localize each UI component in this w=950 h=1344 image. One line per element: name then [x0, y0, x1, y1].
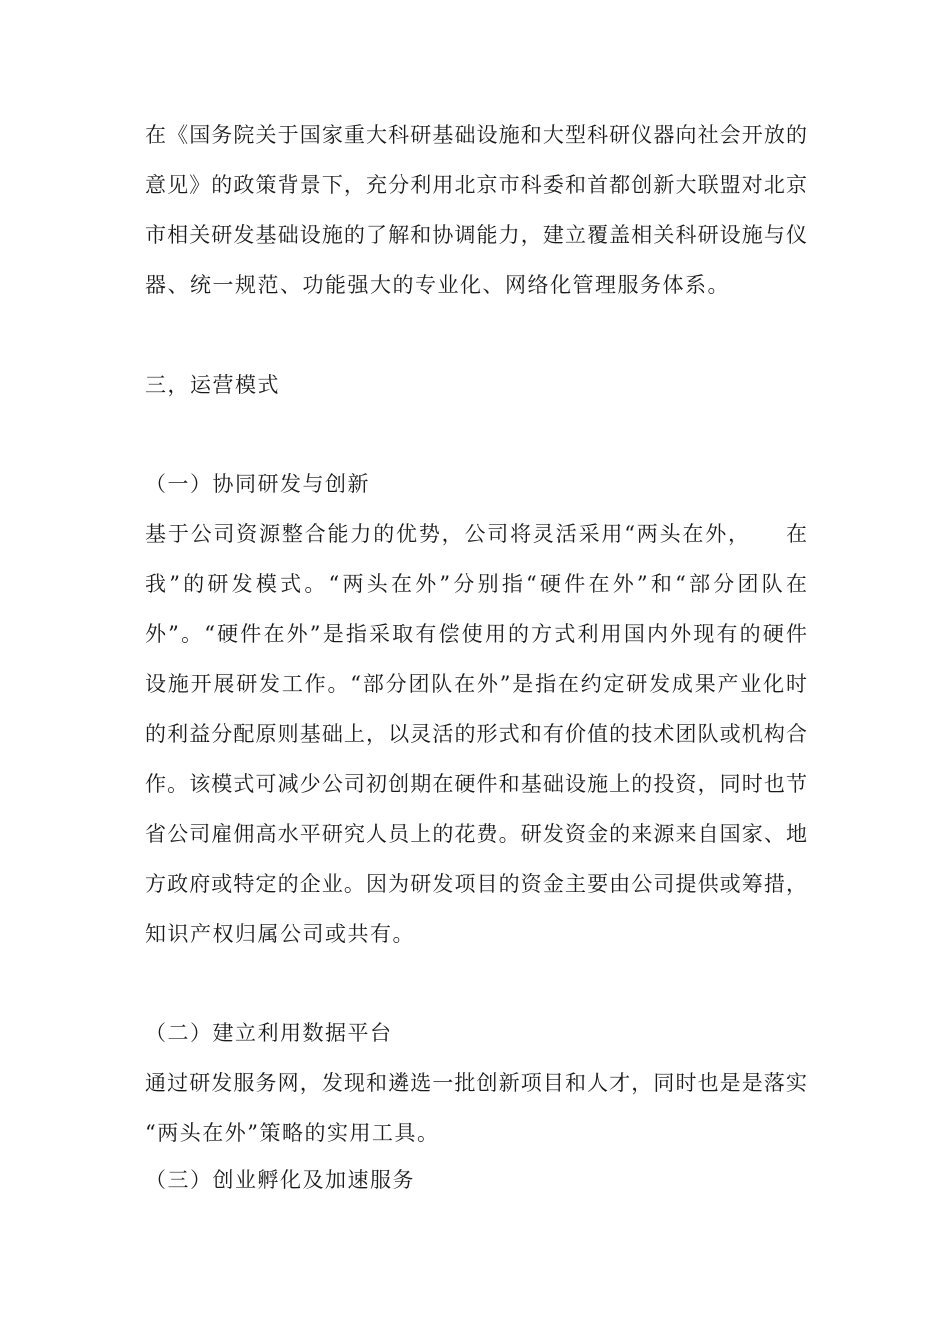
paragraph-line: 意见》的政策背景下，充分利用北京市科委和首都创新大联盟对北京	[145, 173, 807, 197]
section-heading: 三，运营模式	[145, 373, 280, 397]
paragraph-line: 外”。“硬件在外”是指采取有偿使用的方式利用国内外现有的硬件	[145, 622, 807, 646]
paragraph-line: 基于公司资源整合能力的优势，公司将灵活采用“两头在外， 在	[145, 522, 807, 546]
subsection-heading: （三）创业孵化及加速服务	[145, 1168, 415, 1192]
paragraph-line: 作。该模式可减少公司初创期在硬件和基础设施上的投资，同时也节	[145, 772, 807, 796]
paragraph-line: 省公司雇佣高水平研究人员上的花费。研发资金的来源来自国家、地	[145, 822, 807, 846]
subsection-heading: （二）建立利用数据平台	[145, 1021, 393, 1045]
paragraph-line: 器、统一规范、功能强大的专业化、网络化管理服务体系。	[145, 273, 730, 297]
subsection-heading: （一）协同研发与创新	[145, 472, 370, 496]
paragraph-line: 我”的研发模式。“两头在外”分别指“硬件在外”和“部分团队在	[145, 572, 807, 596]
paragraph-line: “两头在外”策略的实用工具。	[145, 1121, 440, 1145]
paragraph-line: 市相关研发基础设施的了解和协调能力，建立覆盖相关科研设施与仪	[145, 223, 807, 247]
paragraph-line: 通过研发服务网，发现和遴选一批创新项目和人才，同时也是是落实	[145, 1071, 807, 1095]
paragraph-line: 方政府或特定的企业。因为研发项目的资金主要由公司提供或筹措，	[145, 872, 807, 896]
paragraph-line: 的利益分配原则基础上，以灵活的形式和有价值的技术团队或机构合	[145, 722, 807, 746]
paragraph-line: 设施开展研发工作。“部分团队在外”是指在约定研发成果产业化时	[145, 672, 807, 696]
paragraph-line: 知识产权归属公司或共有。	[145, 922, 415, 946]
paragraph-line: 在《国务院关于国家重大科研基础设施和大型科研仪器向社会开放的	[145, 123, 807, 147]
